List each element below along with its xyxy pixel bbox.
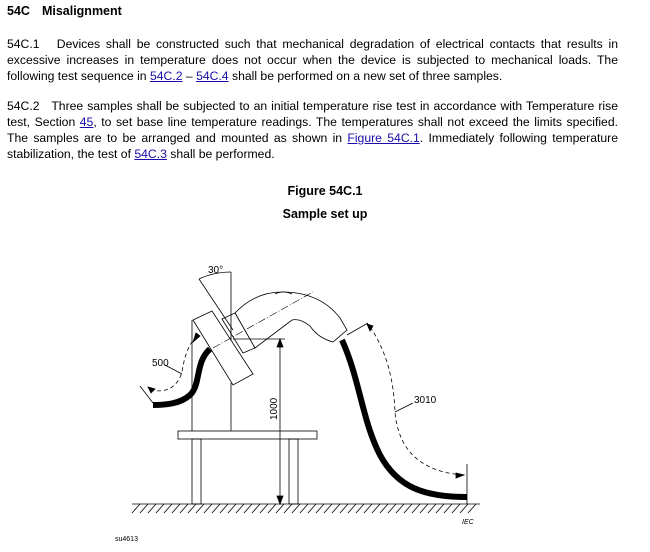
hatch-mark xyxy=(172,504,180,513)
hatch-mark xyxy=(204,504,212,513)
hatch-mark xyxy=(132,504,140,513)
hatch-mark xyxy=(324,504,332,513)
hatch-mark xyxy=(364,504,372,513)
hatch-mark xyxy=(316,504,324,513)
link-54c2[interactable]: 54C.2 xyxy=(149,69,183,83)
hatch-mark xyxy=(276,504,284,513)
table-top xyxy=(178,431,317,439)
hatch-mark xyxy=(412,504,420,513)
clause-number: 54C.1 xyxy=(7,37,40,51)
hatch-mark xyxy=(156,504,164,513)
hatch-mark xyxy=(452,504,460,513)
hatch-mark xyxy=(444,504,452,513)
hatch-mark xyxy=(436,504,444,513)
link-section-45[interactable]: 45 xyxy=(79,115,94,129)
figure-subtitle: Sample set up xyxy=(282,207,368,221)
figure-title: Figure 54C.1 xyxy=(287,184,363,198)
text: Devices shall be constructed such that mechanical degradation of electrical contacts that results in excessive increases in temperature does not occur when the device is subjected to mechanical loads. The following test sequence in xyxy=(7,37,618,83)
hatch-mark xyxy=(244,504,252,513)
hatch-mark xyxy=(420,504,428,513)
left-cable-length-label: 500 xyxy=(152,358,169,369)
hatch-mark xyxy=(284,504,292,513)
clause-number: 54C.2 xyxy=(7,99,40,113)
link-54c4[interactable]: 54C.4 xyxy=(196,69,229,83)
hatch-mark xyxy=(340,504,348,513)
source-label: IEC xyxy=(462,519,474,526)
leader-line xyxy=(395,403,413,412)
hatch-mark xyxy=(140,504,148,513)
hatch-mark xyxy=(148,504,156,513)
hatch-mark xyxy=(372,504,380,513)
angle-label: 30° xyxy=(208,265,224,276)
right-cable-length-label: 3010 xyxy=(414,395,437,406)
hatch-mark xyxy=(460,504,468,513)
hatch-mark xyxy=(332,504,340,513)
ground-hatch xyxy=(132,504,476,513)
link-54c3[interactable]: 54C.3 xyxy=(134,147,167,161)
extension-line xyxy=(347,323,368,335)
section-title: Misalignment xyxy=(41,4,122,18)
hatch-mark xyxy=(268,504,276,513)
text: . Immediately following temperature stabilization, the test of xyxy=(7,131,618,161)
hatch-mark xyxy=(292,504,300,513)
section-number: 54C xyxy=(7,4,30,18)
hatch-mark xyxy=(260,504,268,513)
hatch-mark xyxy=(212,504,220,513)
hatch-mark xyxy=(196,504,204,513)
right-cable xyxy=(342,340,467,497)
hatch-mark xyxy=(300,504,308,513)
hatch-mark xyxy=(188,504,196,513)
connector-handle xyxy=(235,292,347,348)
text: shall be performed. xyxy=(166,147,275,161)
hatch-mark xyxy=(180,504,188,513)
figure-code: su4613 xyxy=(115,536,138,543)
link-figure-54c1[interactable]: Figure 54C.1 xyxy=(347,131,420,145)
hatch-mark xyxy=(228,504,236,513)
text: shall be performed on a new set of three samples. xyxy=(228,69,503,83)
hatch-mark xyxy=(308,504,316,513)
text: Three samples shall be subjected to an initial temperature rise test in accordance with Temperature rise test, Section xyxy=(7,99,618,129)
hatch-mark xyxy=(404,504,412,513)
hatch-mark xyxy=(356,504,364,513)
hatch-mark xyxy=(396,504,404,513)
text: , to set base line temperature readings. The temperatures shall not exceed the limits specified. The samples are to be arranged and mounted as shown in xyxy=(7,115,618,145)
text: – xyxy=(182,69,197,83)
hatch-mark xyxy=(388,504,396,513)
hatch-mark xyxy=(236,504,244,513)
hatch-mark xyxy=(164,504,172,513)
hatch-mark xyxy=(220,504,228,513)
table-leg xyxy=(289,439,298,504)
height-label: 1000 xyxy=(269,397,280,420)
hatch-mark xyxy=(252,504,260,513)
hatch-mark xyxy=(380,504,388,513)
hatch-mark xyxy=(348,504,356,513)
hatch-mark xyxy=(468,504,476,513)
table-leg xyxy=(192,439,201,504)
hatch-mark xyxy=(428,504,436,513)
